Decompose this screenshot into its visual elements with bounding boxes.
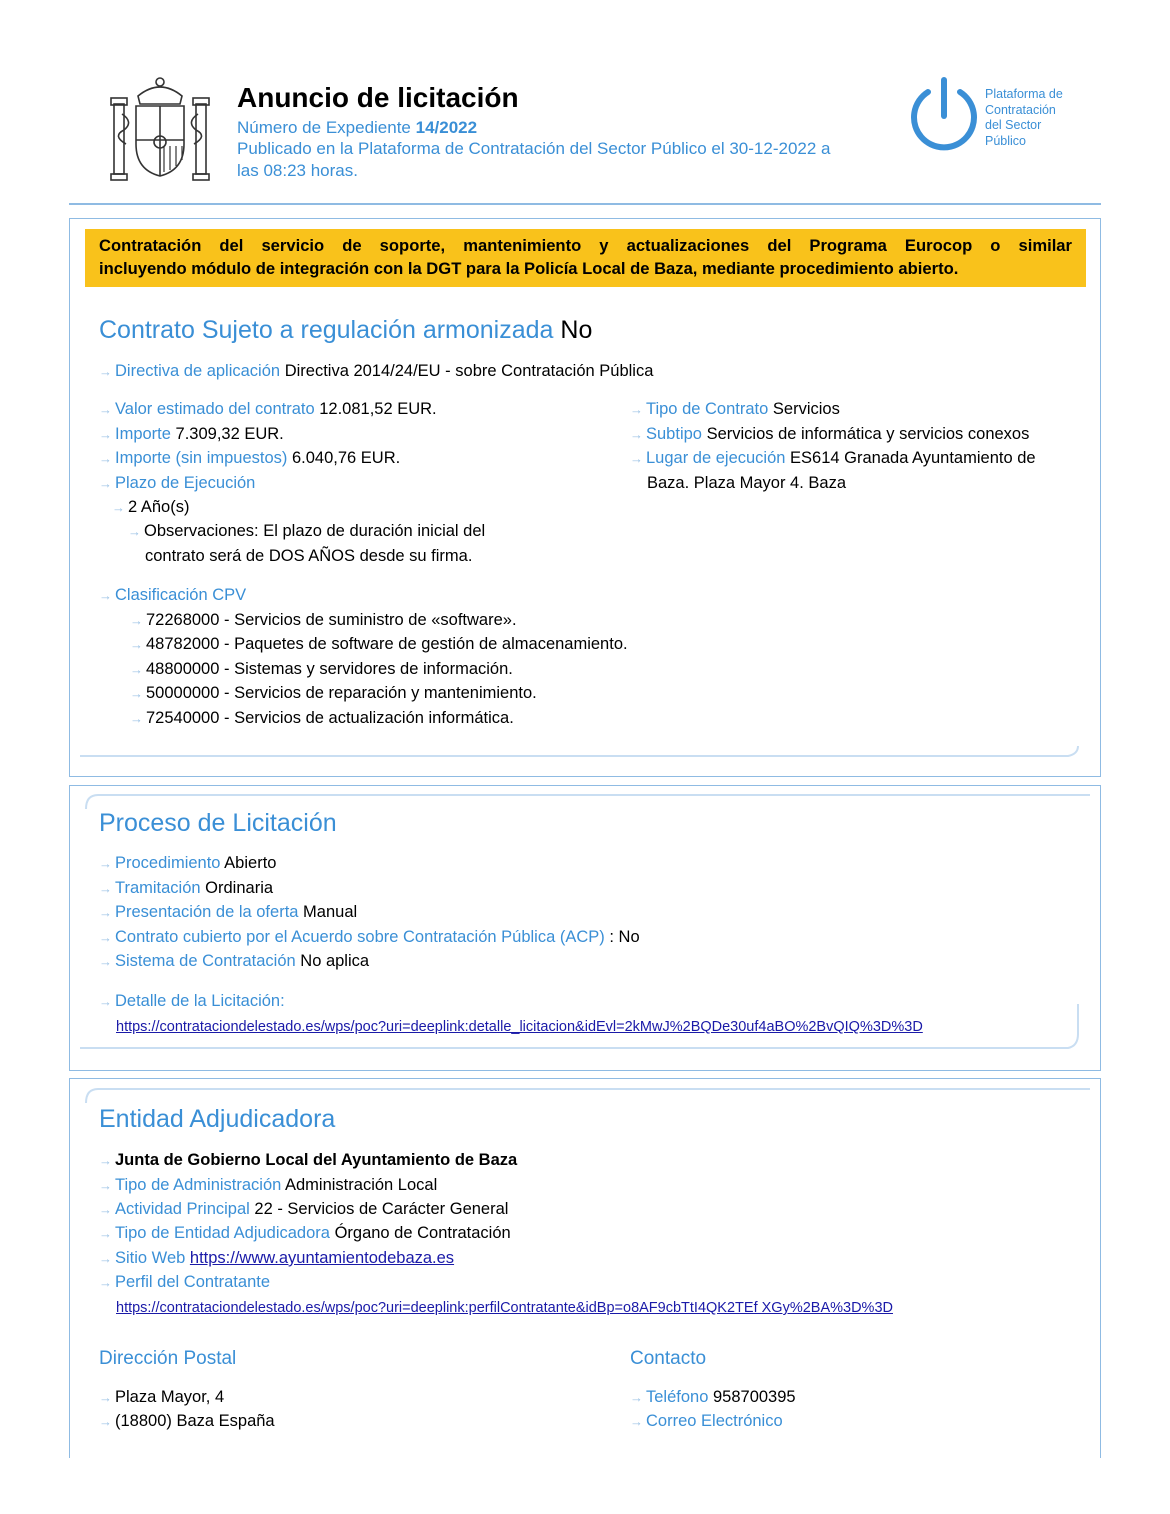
arrow-icon: →	[99, 476, 112, 491]
platform-logo-text	[985, 87, 1063, 149]
cpv-label: Clasificación CPV	[115, 586, 247, 604]
cpv-item	[130, 708, 514, 729]
tipo-ent-value: Órgano de Contratación	[334, 1224, 511, 1242]
cpv-item-text: 72540000 - Servicios de actualización informática.	[146, 709, 514, 727]
acp-label: Contrato cubierto por el Acuerdo sobre Contratación Pública (ACP)	[115, 928, 605, 946]
arrow-icon: →	[99, 1390, 112, 1405]
observaciones-row	[128, 521, 485, 542]
tipo-label: Tipo de Contrato	[646, 400, 769, 418]
importe-row	[99, 424, 284, 445]
regulation-label: Contrato Sujeto a regulación armonizada	[99, 316, 554, 344]
subtipo-value: Servicios de informática y servicios conexos	[706, 425, 1030, 443]
logo-line: del Sector	[985, 118, 1042, 132]
published-line-1: Publicado en la Plataforma de Contratación del Sector Público el 30-12-2022 a	[237, 139, 831, 158]
section-corner-decoration	[82, 791, 1092, 811]
cpv-item-text: 72268000 - Servicios de suministro de «software».	[146, 611, 517, 629]
tipo-adm-row	[99, 1175, 437, 1196]
entidad-name-row	[99, 1150, 517, 1171]
directiva-row	[99, 361, 653, 382]
tipo-adm-value: Administración Local	[285, 1176, 438, 1194]
tipo-ent-label: Tipo de Entidad Adjudicadora	[115, 1224, 330, 1242]
perfil-link[interactable]: https://contrataciondelestado.es/wps/poc?uri=deeplink:perfilContratante&idBp=o8AF9cbTtI4QK2TEf XGy%2BA%3D%3D	[116, 1300, 893, 1316]
lugar-value: ES614 Granada Ayuntamiento de	[790, 449, 1036, 467]
arrow-icon: →	[99, 427, 112, 442]
arrow-icon: →	[99, 1153, 112, 1168]
arrow-icon: →	[99, 905, 112, 920]
arrow-icon: →	[99, 1226, 112, 1241]
published-line-2: las 08:23 horas.	[237, 161, 358, 180]
tramitacion-value: Ordinaria	[205, 879, 274, 897]
direccion-row-2	[99, 1411, 275, 1432]
regulation-heading	[99, 316, 592, 345]
detalle-link[interactable]: https://contrataciondelestado.es/wps/poc?uri=deeplink:detalle_licitacion&idEvl=2kMwJ%2BQDe30uf4aBO%2BvQIQ%3D%3D	[116, 1019, 923, 1035]
arrow-icon: →	[128, 524, 141, 539]
arrow-icon: →	[630, 1390, 643, 1405]
telefono-row	[630, 1387, 796, 1408]
sistema-value: No aplica	[300, 952, 370, 970]
procedimiento-value: Abierto	[224, 854, 277, 872]
importe-sin-row	[99, 448, 400, 469]
presentacion-label: Presentación de la oferta	[115, 903, 299, 921]
valor-label: Valor estimado del contrato	[115, 400, 315, 418]
direccion-row-1	[99, 1387, 224, 1408]
actividad-value: 22 - Servicios de Carácter General	[254, 1200, 509, 1218]
plazo-value: 2 Año(s)	[128, 498, 190, 516]
logo-line: Plataforma de	[985, 87, 1063, 101]
subtipo-label: Subtipo	[646, 425, 702, 443]
arrow-icon: →	[130, 662, 143, 677]
tramitacion-row	[99, 878, 273, 899]
expediente-label: Número de Expediente	[237, 118, 411, 137]
expediente-line	[237, 118, 477, 138]
web-link[interactable]: https://www.ayuntamientodebaza.es	[189, 1249, 455, 1267]
cpv-item	[130, 683, 537, 704]
arrow-icon: →	[99, 881, 112, 896]
arrow-icon: →	[99, 588, 112, 603]
acp-value: : No	[609, 928, 640, 946]
telefono-label: Teléfono	[646, 1388, 709, 1406]
lugar-row-2: Baza. Plaza Mayor 4. Baza	[647, 474, 847, 492]
logo-line: Contratación	[985, 102, 1056, 117]
logo-line: Público	[985, 133, 1026, 148]
arrow-icon: →	[99, 1178, 112, 1193]
presentacion-value: Manual	[303, 903, 358, 921]
contacto-title: Contacto	[630, 1348, 707, 1369]
proceso-title: Proceso de Licitación	[99, 809, 337, 837]
arrow-icon: →	[99, 1414, 112, 1429]
lugar-label: Lugar de ejecución	[646, 449, 786, 467]
arrow-icon: →	[99, 451, 112, 466]
web-row	[99, 1248, 454, 1269]
arrow-icon: →	[112, 500, 125, 515]
subtipo-row	[630, 424, 1029, 445]
arrow-icon: →	[130, 686, 143, 701]
tipo-adm-label: Tipo de Administración	[115, 1176, 282, 1194]
sistema-label: Sistema de Contratación	[115, 952, 296, 970]
entidad-title: Entidad Adjudicadora	[99, 1105, 336, 1133]
telefono-value: 958700395	[712, 1388, 796, 1406]
procedimiento-row	[99, 853, 276, 874]
perfil-label: Perfil del Contratante	[115, 1273, 271, 1291]
regulation-value: No	[560, 316, 593, 344]
arrow-icon: →	[130, 711, 143, 726]
arrow-icon: →	[99, 954, 112, 969]
arrow-icon: →	[99, 364, 112, 379]
tipo-value: Servicios	[772, 400, 840, 418]
arrow-icon: →	[630, 451, 643, 466]
arrow-icon: →	[99, 1275, 112, 1290]
arrow-icon: →	[99, 856, 112, 871]
expediente-value: 14/2022	[415, 118, 478, 137]
plazo-row	[99, 473, 255, 494]
spain-coat-of-arms-icon	[108, 74, 212, 182]
arrow-icon: →	[630, 1414, 643, 1429]
web-label: Sitio Web	[115, 1249, 186, 1267]
highlight-line-2: incluyendo módulo de integración con la DGT para la Policía Local de Baza, mediante procedimiento abierto.	[99, 259, 959, 278]
cpv-item-text: 48782000 - Paquetes de software de gestión de almacenamiento.	[146, 635, 628, 653]
directiva-label: Directiva de aplicación	[115, 362, 281, 380]
presentacion-row	[99, 902, 357, 923]
lugar-row	[630, 448, 1036, 469]
arrow-icon: →	[99, 1202, 112, 1217]
arrow-icon: →	[99, 1251, 112, 1266]
section-corner-decoration	[82, 1085, 1092, 1105]
direccion-line-1: Plaza Mayor, 4	[115, 1388, 225, 1406]
correo-label: Correo Electrónico	[646, 1412, 783, 1430]
perfil-link-row	[116, 1298, 893, 1318]
cpv-item	[130, 610, 517, 631]
cpv-row	[99, 585, 246, 606]
observaciones-line-1: Observaciones: El plazo de duración inicial del	[144, 522, 486, 540]
importe-value: 7.309,32 EUR.	[175, 425, 284, 443]
valor-value: 12.081,52 EUR.	[319, 400, 437, 418]
sistema-row	[99, 951, 369, 972]
entidad-name: Junta de Gobierno Local del Ayuntamiento de Baza	[115, 1151, 518, 1169]
valor-row	[99, 399, 437, 420]
page-title: Anuncio de licitación	[237, 82, 519, 113]
arrow-icon: →	[630, 402, 643, 417]
importe-label: Importe	[115, 425, 171, 443]
plazo-value-row	[112, 497, 189, 518]
correo-row	[630, 1411, 783, 1432]
importe-sin-label: Importe (sin impuestos)	[115, 449, 288, 467]
arrow-icon: →	[130, 613, 143, 628]
direccion-title: Dirección Postal	[99, 1348, 237, 1369]
cpv-item-text: 50000000 - Servicios de reparación y mantenimiento.	[146, 684, 537, 702]
cpv-item-text: 48800000 - Sistemas y servidores de información.	[146, 660, 513, 678]
tipo-ent-row	[99, 1223, 511, 1244]
acp-row	[99, 927, 640, 948]
detalle-label: Detalle de la Licitación:	[115, 992, 285, 1010]
importe-sin-value: 6.040,76 EUR.	[291, 449, 401, 467]
section-corner-decoration	[80, 740, 1080, 760]
actividad-row	[99, 1199, 508, 1220]
power-symbol-icon	[908, 76, 980, 156]
arrow-icon: →	[99, 930, 112, 945]
tipo-row	[630, 399, 840, 420]
plazo-label: Plazo de Ejecución	[115, 474, 256, 492]
highlight-line-1: Contratación del servicio de soporte, mantenimiento y actualizaciones del Programa Eurocop o similar	[99, 236, 1072, 255]
summary-highlight	[85, 229, 1086, 287]
cpv-item	[130, 634, 628, 655]
section-corner-decoration	[80, 1000, 1082, 1052]
arrow-icon: →	[99, 994, 112, 1009]
direccion-line-2: (18800) Baza España	[115, 1412, 275, 1430]
cpv-item	[130, 659, 513, 680]
directiva-value: Directiva 2014/24/EU - sobre Contratación Pública	[284, 362, 654, 380]
arrow-icon: →	[630, 427, 643, 442]
header-divider	[69, 203, 1101, 205]
observaciones-row-2: contrato será de DOS AÑOS desde su firma.	[145, 547, 473, 565]
arrow-icon: →	[130, 637, 143, 652]
arrow-icon: →	[99, 402, 112, 417]
tramitacion-label: Tramitación	[115, 879, 201, 897]
procedimiento-label: Procedimiento	[115, 854, 221, 872]
actividad-label: Actividad Principal	[115, 1200, 250, 1218]
perfil-row	[99, 1272, 270, 1293]
